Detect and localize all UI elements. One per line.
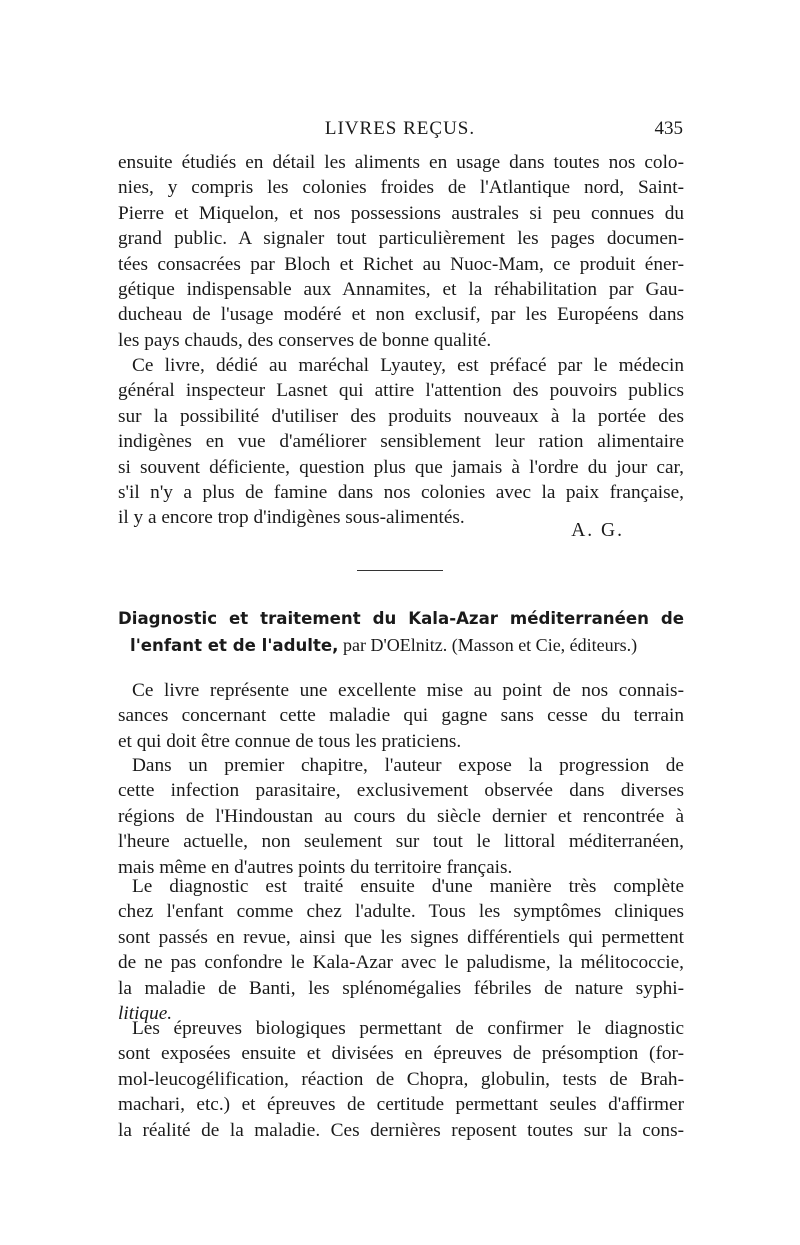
text-line: général inspecteur Lasnet qui attire l'attention des pouvoirs publics	[118, 380, 684, 402]
paragraph-diagnostic	[118, 874, 684, 1026]
text-line: indigènes en vue d'améliorer sensiblement leur ration alimentaire	[118, 431, 684, 453]
paragraph-first-chapter	[118, 753, 684, 880]
page-number: 435	[654, 118, 683, 139]
text-line: litique.	[118, 1002, 173, 1024]
text-line: grand public. A signaler tout particulièrement les pages documen-	[118, 228, 684, 250]
text-line: Pierre et Miquelon, et nos possessions australes si peu connues du	[118, 202, 684, 224]
text-line: Le diagnostic est traité ensuite d'une manière très complète	[132, 876, 684, 897]
paragraph-preface	[118, 353, 684, 531]
text-line: mais même en d'autres points du territoire français.	[118, 856, 513, 878]
paragraph-intro	[118, 678, 684, 754]
text-line: la maladie de Banti, les splénomégalies fébriles de nature syphi-	[118, 977, 684, 999]
text-line: mol-leucogélification, réaction de Chopra, globulin, tests de Brah-	[118, 1068, 684, 1090]
review-title-line	[118, 632, 684, 658]
text-line: sur la possibilité d'utiliser des produits nouveaux à la portée des	[118, 405, 684, 427]
text-line: cette infection parasitaire, exclusivement observée dans diverses	[118, 780, 684, 802]
text-line: ensuite étudiés en détail les aliments en usage dans toutes nos colo-	[118, 152, 684, 173]
text-line: Ce livre, dédié au maréchal Lyautey, est préfacé par le médecin	[132, 355, 684, 376]
paragraph-biological-tests	[118, 1016, 684, 1143]
text-line: Dans un premier chapitre, l'auteur expose la progression de	[132, 755, 684, 776]
text-line: il y a encore trop d'indigènes sous-alimentés.	[118, 507, 465, 529]
review-title-bold: l'enfant et de l'adulte,	[130, 636, 339, 655]
text-line: la réalité de la maladie. Ces dernières reposent toutes sur la cons-	[118, 1119, 684, 1141]
text-line: tées consacrées par Bloch et Richet au Nuoc-Mam, ce produit éner-	[118, 253, 684, 275]
page-header	[0, 118, 800, 142]
text-line: nies, y compris les colonies froides de l'Atlantique nord, Saint-	[118, 177, 684, 199]
review-title-line: Diagnostic et traitement du Kala-Azar méditerranéen de	[118, 609, 684, 628]
text-line: Ce livre représente une excellente mise au point de nos connais-	[132, 680, 684, 701]
text-line: gétique indispensable aux Annamites, et la réhabilitation par Gau-	[118, 278, 684, 300]
text-line: Les épreuves biologiques permettant de confirmer le diagnostic	[132, 1018, 684, 1039]
section-divider	[357, 570, 443, 571]
reviewer-signature: A. G.	[571, 520, 624, 541]
text-line: s'il n'y a plus de famine dans nos colonies avec la paix française,	[118, 481, 684, 503]
text-line: machari, etc.) et épreuves de certitude permettant seules d'affirmer	[118, 1094, 684, 1116]
text-line: et qui doit être connue de tous les praticiens.	[118, 730, 462, 752]
text-line: l'heure actuelle, non seulement sur tout le littoral méditerranéen,	[118, 831, 684, 853]
paragraph-continuation	[118, 150, 684, 353]
text-line: ducheau de l'usage modéré et non exclusif, par les Européens dans	[118, 304, 684, 326]
review-title	[118, 606, 684, 658]
text-line: sances concernant cette maladie qui gagne sans cesse du terrain	[118, 705, 684, 727]
running-title: LIVRES REÇUS.	[324, 118, 476, 139]
text-line: chez l'enfant comme chez l'adulte. Tous les symptômes cliniques	[118, 901, 684, 923]
text-line: régions de l'Hindoustan au cours du siècle dernier et rencontrée à	[118, 805, 684, 827]
text-line: de ne pas confondre le Kala-Azar avec le paludisme, la mélitococcie,	[118, 952, 684, 974]
text-line: les pays chauds, des conserves de bonne qualité.	[118, 329, 492, 351]
text-line: si souvent déficiente, question plus que jamais à l'ordre du jour car,	[118, 456, 684, 478]
text-line: sont passés en revue, ainsi que les signes différentiels qui permettent	[118, 926, 684, 948]
text-line: sont exposées ensuite et divisées en épreuves de présomption (for-	[118, 1043, 684, 1065]
review-author-publisher: par D'OElnitz. (Masson et Cie, éditeurs.)	[338, 635, 638, 655]
